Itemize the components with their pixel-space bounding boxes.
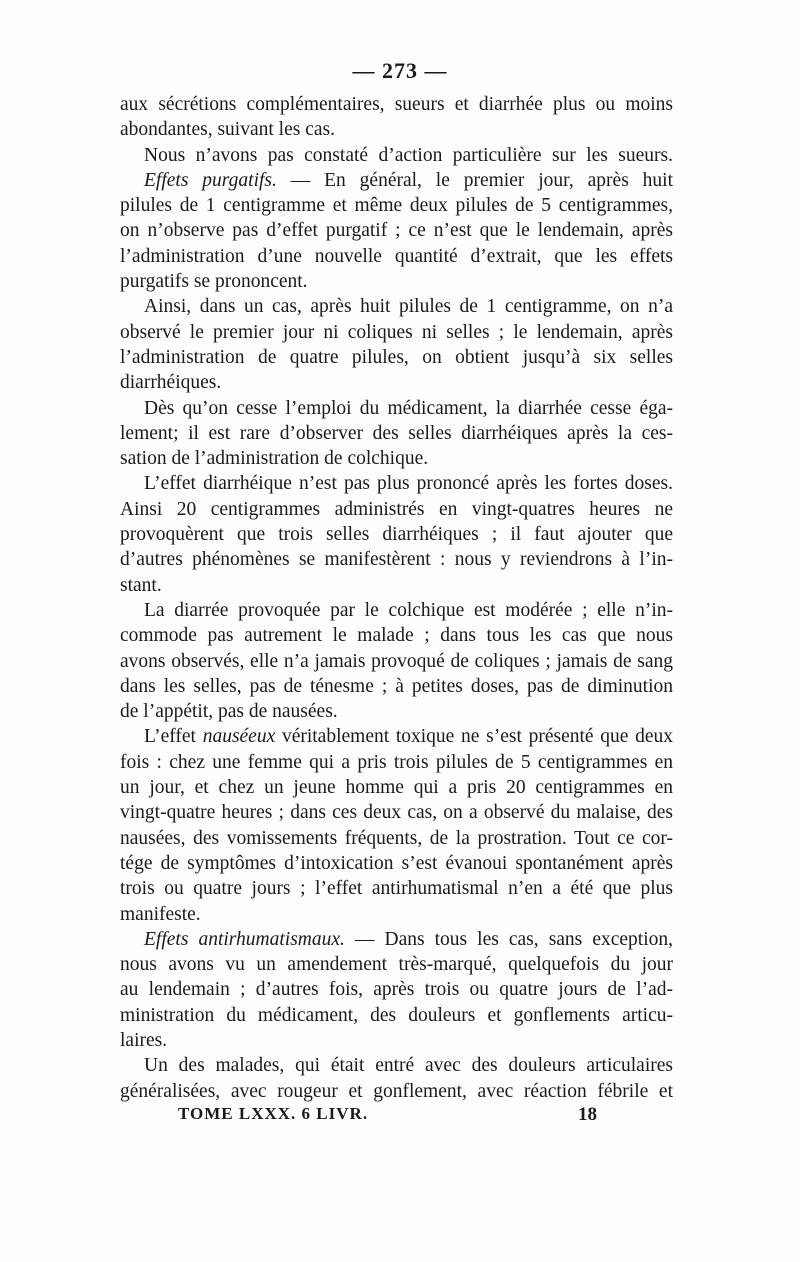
text-line bbox=[120, 547, 673, 572]
text-line bbox=[120, 143, 673, 168]
text-line bbox=[120, 573, 673, 598]
text-line-content: au lendemain ; d’autres fois, après trois ou quatre jours de l’ad- bbox=[120, 979, 673, 1001]
text-line bbox=[120, 396, 673, 421]
text-line-content: Ainsi, dans un cas, après huit pilules de 1 centigramme, on n’a bbox=[144, 296, 673, 318]
text-line bbox=[120, 370, 673, 395]
text-line bbox=[120, 649, 673, 674]
text-line-content: trois ou quatre jours ; l’effet antirhumatismal n’en a été que plus bbox=[120, 878, 673, 900]
text-line bbox=[120, 775, 673, 800]
text-line-content: tége de symptômes d’intoxication s’est évanoui spontanément après bbox=[120, 852, 673, 874]
text-line-content: généralisées, avec rougeur et gonflement, avec réaction fébrile et bbox=[120, 1080, 673, 1102]
text-line-content: — Dans tous les cas, sans exception, bbox=[344, 928, 673, 950]
text-line-content: un jour, et chez un jeune homme qui a pris 20 centigrammes en bbox=[120, 777, 673, 799]
text-line-content: manifeste. bbox=[120, 903, 201, 925]
text-line-content: Dès qu’on cesse l’emploi du médicament, la diarrhée cesse éga- bbox=[144, 397, 673, 419]
text-line-content: avons observés, elle n’a jamais provoqué de coliques ; jamais de sang bbox=[120, 650, 673, 672]
text-line bbox=[120, 1053, 673, 1078]
text-line bbox=[120, 471, 673, 496]
text-line bbox=[120, 1028, 673, 1053]
text-line-content: observé le premier jour ni coliques ni selles ; le lendemain, après bbox=[120, 321, 673, 343]
text-line-content: d’autres phénomènes se manifestèrent : nous y reviendrons à l’in- bbox=[120, 549, 673, 571]
body-text bbox=[120, 92, 673, 1104]
page-footer bbox=[178, 1104, 598, 1130]
text-line-content: diarrhéiques. bbox=[120, 372, 222, 394]
text-line bbox=[120, 193, 673, 218]
text-line bbox=[120, 1003, 673, 1028]
text-line bbox=[120, 320, 673, 345]
text-line-content: fois : chez une femme qui a pris trois pilules de 5 centigrammes en bbox=[120, 751, 673, 773]
text-line-content: pilules de 1 centigramme et même deux pilules de 5 centigrammes, bbox=[120, 195, 673, 217]
text-line-prefix: L’effet bbox=[144, 726, 203, 748]
text-line bbox=[120, 623, 673, 648]
italic-heading: Effets antirhumatismaux. bbox=[144, 928, 345, 950]
text-line-content: — En général, le premier jour, après huit bbox=[276, 169, 673, 191]
text-line-content: Un des malades, qui était entré avec des douleurs articulaires bbox=[144, 1055, 673, 1077]
text-line bbox=[120, 699, 673, 724]
text-line-content: laires. bbox=[120, 1029, 168, 1051]
text-line bbox=[120, 977, 673, 1002]
text-line bbox=[120, 851, 673, 876]
page-number: — 273 — bbox=[352, 58, 448, 83]
italic-heading: Effets purgatifs. bbox=[144, 169, 277, 191]
text-line-content: l’administration de quatre pilules, on obtient jusqu’à six selles bbox=[120, 346, 673, 368]
text-line bbox=[120, 244, 673, 269]
text-line bbox=[120, 168, 673, 193]
text-line-content: vingt-quatre heures ; dans ces deux cas, on a observé du malaise, des bbox=[120, 802, 673, 824]
text-line bbox=[120, 598, 673, 623]
text-line-content: aux sécrétions complémentaires, sueurs et diarrhée plus ou moins bbox=[120, 94, 673, 115]
text-line-content: purgatifs se prononcent. bbox=[120, 271, 308, 293]
text-line bbox=[120, 826, 673, 851]
text-line bbox=[120, 294, 673, 319]
text-line-content: dans les selles, pas de ténesme ; à petites doses, pas de diminution bbox=[120, 675, 673, 697]
text-line-content: on n’observe pas d’effet purgatif ; ce n’est que le lendemain, après bbox=[120, 220, 673, 242]
text-line-content: commode pas autrement le malade ; dans tous les cas que nous bbox=[120, 625, 673, 647]
text-line bbox=[120, 750, 673, 775]
text-line-content: de l’appétit, pas de nausées. bbox=[120, 701, 338, 723]
text-line-content: provoquèrent que trois selles diarrhéiques ; il faut ajouter que bbox=[120, 524, 673, 546]
text-line-content: nous avons vu un amendement très-marqué, quelquefois du jour bbox=[120, 954, 673, 976]
text-line bbox=[120, 269, 673, 294]
text-line bbox=[120, 800, 673, 825]
text-line-content: L’effet diarrhéique n’est pas plus prononcé après les fortes doses. bbox=[144, 473, 673, 495]
text-line-content: nausées, des vomissements fréquents, de la prostration. Tout ce cor- bbox=[120, 827, 673, 849]
text-line-content: véritablement toxique ne s’est présenté que deux bbox=[275, 726, 673, 748]
text-line bbox=[120, 927, 673, 952]
volume-label: TOME LXXX. 6 LIVR. bbox=[178, 1104, 369, 1123]
text-line bbox=[120, 674, 673, 699]
text-line-content: sation de l’administration de colchique. bbox=[120, 448, 429, 470]
text-line bbox=[120, 446, 673, 471]
text-line bbox=[120, 952, 673, 977]
signature-mark: 18 bbox=[578, 1104, 597, 1125]
text-line-content: ministration du médicament, des douleurs et gonflements articu- bbox=[120, 1004, 673, 1026]
text-line bbox=[120, 345, 673, 370]
text-line bbox=[120, 1079, 673, 1104]
text-line-content: Ainsi 20 centigrammes administrés en vingt-quatres heures ne bbox=[120, 498, 673, 520]
text-line bbox=[120, 522, 673, 547]
text-line bbox=[120, 724, 673, 749]
text-line bbox=[120, 218, 673, 243]
text-line bbox=[120, 421, 673, 446]
text-line-content: abondantes, suivant les cas. bbox=[120, 119, 335, 141]
text-line-content: stant. bbox=[120, 574, 162, 596]
text-line bbox=[120, 497, 673, 522]
text-line-content: La diarrée provoquée par le colchique est modérée ; elle n’in- bbox=[144, 599, 673, 621]
text-line bbox=[120, 117, 673, 142]
italic-heading: nauséeux bbox=[202, 726, 276, 748]
text-line-content: lement; il est rare d’observer des selles diarrhéiques après la ces- bbox=[120, 422, 673, 444]
text-line bbox=[120, 876, 673, 901]
text-line-content: l’administration d’une nouvelle quantité d’extrait, que les effets bbox=[120, 245, 673, 267]
text-line-content: Nous n’avons pas constaté d’action particulière sur les sueurs. bbox=[144, 144, 673, 166]
text-line bbox=[120, 92, 673, 117]
text-line bbox=[120, 902, 673, 927]
